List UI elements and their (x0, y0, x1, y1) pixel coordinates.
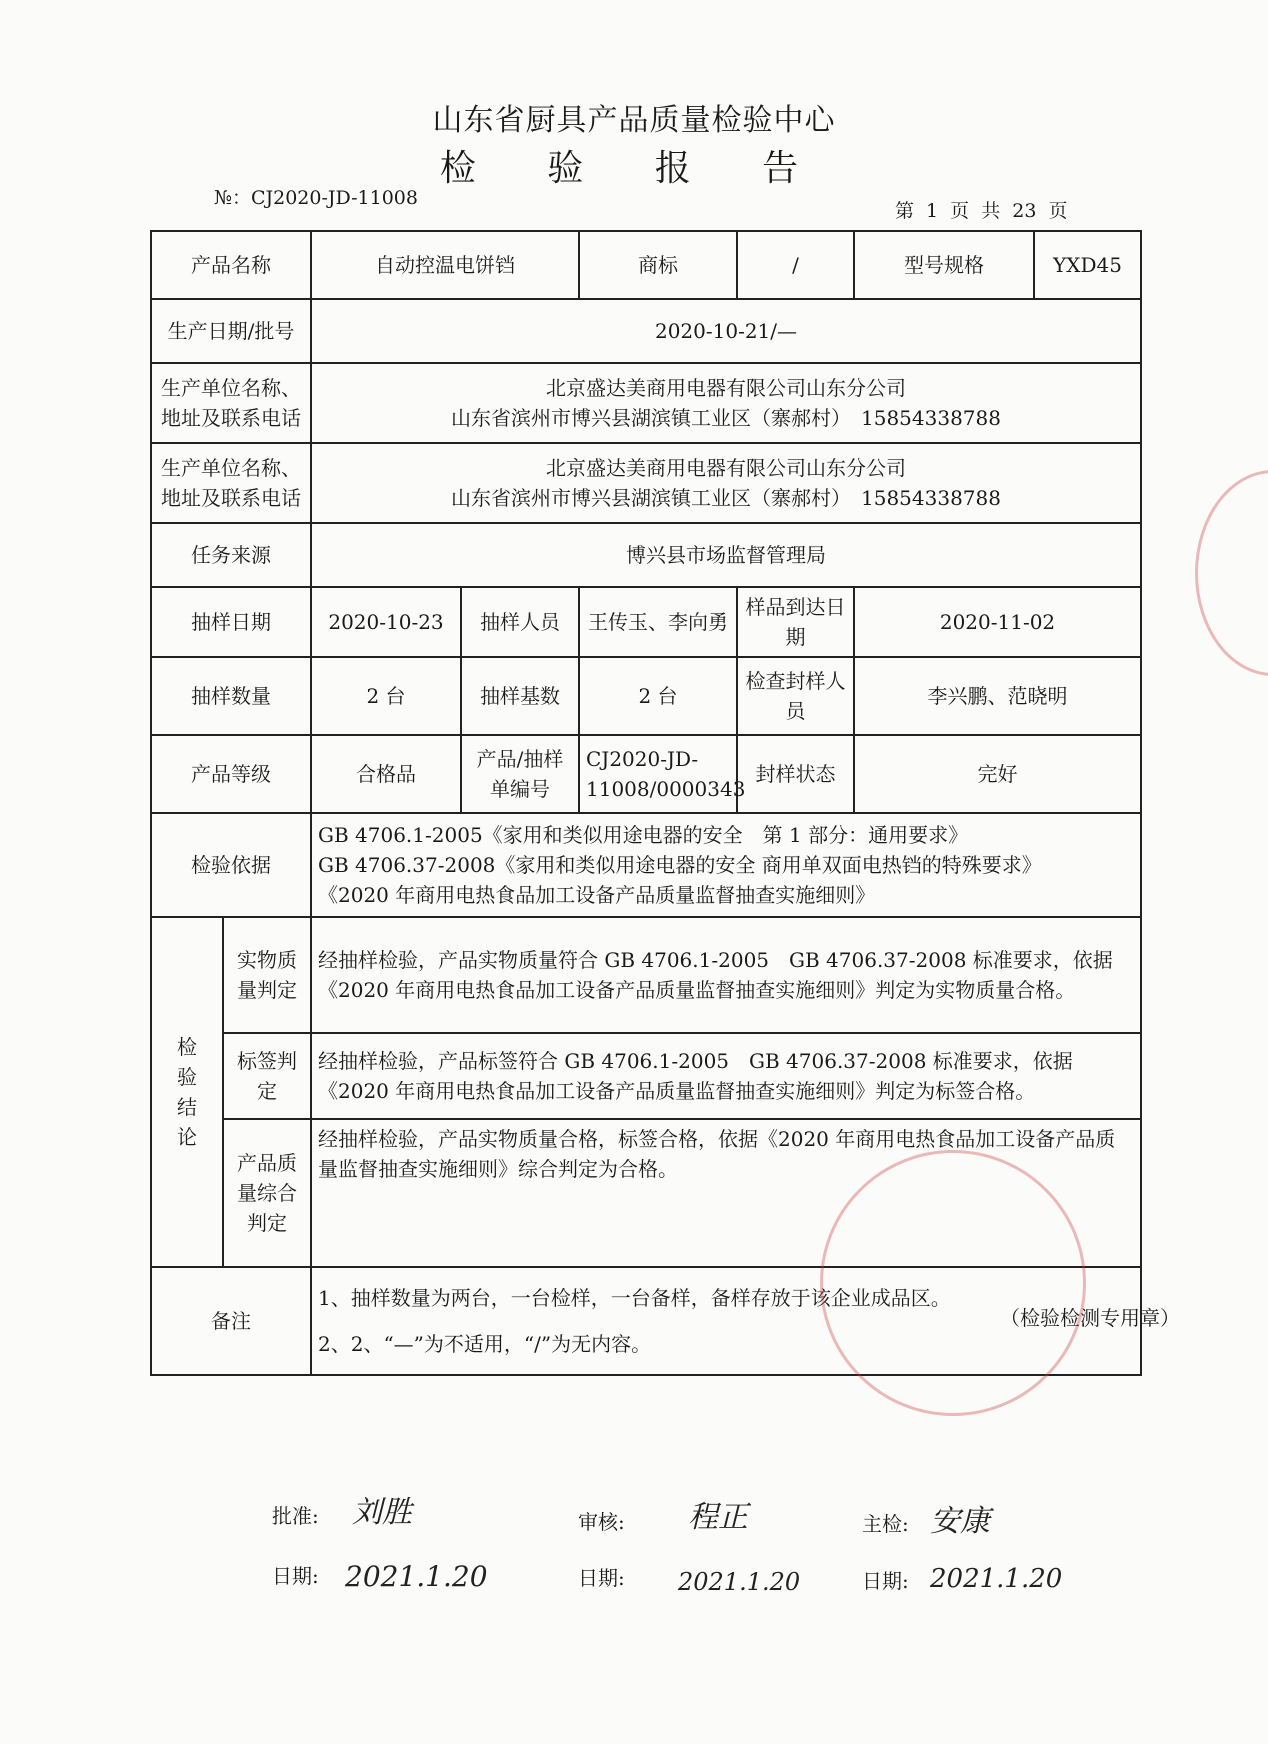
brand-label: 商标 (579, 231, 737, 299)
producer-name: 北京盛达美商用电器有限公司山东分公司 (546, 376, 906, 400)
producer-label: 生产单位名称、地址及联系电话 (151, 363, 311, 443)
sample-code: CJ2020-JD-11008/0000343 (579, 735, 737, 813)
chief-label: 主检: (862, 1512, 909, 1536)
sample-date: 2020-10-23 (311, 587, 461, 657)
production-label: 生产日期/批号 (151, 299, 311, 363)
sample-qty-label: 抽样数量 (151, 657, 311, 735)
basis-line: GB 4706.1-2005《家用和类似用途电器的安全 第 1 部分：通用要求》 (318, 823, 969, 847)
approve-date: 2021.1.20 (345, 1560, 488, 1593)
arrival-date: 2020-11-02 (854, 587, 1141, 657)
basis-label: 检验依据 (151, 813, 311, 917)
producer-info (311, 363, 1141, 443)
approve-signature: 刘胜 (352, 1495, 412, 1530)
conclusion-label (151, 917, 223, 1267)
sampler-label: 抽样人员 (461, 587, 579, 657)
chief-signature: 安康 (930, 1504, 990, 1539)
seal-person-label: 检查封样人员 (737, 657, 854, 735)
model-label: 型号规格 (854, 231, 1034, 299)
overall-text: 经抽样检验，产品实物质量合格，标签合格，依据《2020 年商用电热食品加工设备产品质量监督抽查实施细则》综合判定为合格。 (311, 1119, 1141, 1267)
date-label: 日期: (862, 1569, 909, 1593)
sample-date-label: 抽样日期 (151, 587, 311, 657)
producer2-address: 山东省滨州市博兴县湖滨镇工业区（寨郝村） 15854338788 (451, 486, 1001, 510)
product-name: 自动控温电饼铛 (311, 231, 579, 299)
edge-seal-stamp (1195, 470, 1268, 676)
producer2-name: 北京盛达美商用电器有限公司山东分公司 (546, 456, 906, 480)
model-value: YXD45 (1034, 231, 1141, 299)
date-label: 日期: (272, 1564, 319, 1588)
sample-base: 2 台 (579, 657, 737, 735)
producer2-info (311, 443, 1141, 523)
overall-label: 产品质量综合判定 (223, 1119, 311, 1267)
inspection-seal-stamp (820, 1150, 1086, 1416)
basis-line: GB 4706.37-2008《家用和类似用途电器的安全 商用单双面电热铛的特殊要求》 (318, 853, 1042, 877)
sampler-value: 王传玉、李向勇 (579, 587, 737, 657)
review-signature: 程正 (688, 1500, 748, 1535)
sample-qty: 2 台 (311, 657, 461, 735)
remark-item: 2、2、“—”为不适用，“/”为无内容。 (318, 1332, 652, 1356)
remark-item: 1、抽样数量为两台，一台检样，一台备样，备样存放于该企业成品区。 (318, 1286, 951, 1310)
arrival-label: 样品到达日期 (737, 587, 854, 657)
review-label: 审核: (578, 1510, 625, 1534)
product-name-label: 产品名称 (151, 231, 311, 299)
seal-state: 完好 (854, 735, 1141, 813)
grade-value: 合格品 (311, 735, 461, 813)
grade-label: 产品等级 (151, 735, 311, 813)
date-label: 日期: (578, 1566, 625, 1590)
approve-label: 批准: (272, 1504, 319, 1528)
org-title: 山东省厨具产品质量检验中心 (432, 103, 836, 138)
task-value: 博兴县市场监督管理局 (311, 523, 1141, 587)
basis-line: 《2020 年商用电热食品加工设备产品质量监督抽查实施细则》 (318, 883, 876, 907)
remarks-label: 备注 (151, 1267, 311, 1375)
label-judgement-label: 标签判定 (223, 1033, 311, 1119)
label-judgement-text: 经抽样检验，产品标签符合 GB 4706.1-2005 GB 4706.37-2008 标准要求，依据《2020 年商用电热食品加工设备产品质量监督抽查实施细则》判定为标签合格。 (311, 1033, 1141, 1119)
page-info: 第 1 页 共 23 页 (895, 200, 1068, 222)
doc-number: №：CJ2020-JD-11008 (214, 187, 418, 209)
physical-text: 经抽样检验，产品实物质量符合 GB 4706.1-2005 GB 4706.37-2008 标准要求，依据《2020 年商用电热食品加工设备产品质量监督抽查实施细则》判定为实物质量合格。 (311, 917, 1141, 1033)
production-value: 2020-10-21/— (311, 299, 1141, 363)
sample-code-label: 产品/抽样单编号 (461, 735, 579, 813)
seal-note: （检验检测专用章） (1000, 1306, 1180, 1330)
seal-person: 李兴鹏、范晓明 (854, 657, 1141, 735)
chief-date: 2021.1.20 (930, 1564, 1063, 1594)
conclusion-label-text: 检验结论 (177, 1035, 197, 1149)
review-date: 2021.1.20 (678, 1568, 801, 1596)
producer2-label: 生产单位名称、地址及联系电话 (151, 443, 311, 523)
sample-base-label: 抽样基数 (461, 657, 579, 735)
producer-address: 山东省滨州市博兴县湖滨镇工业区（寨郝村） 15854338788 (451, 406, 1001, 430)
basis-list (311, 813, 1141, 917)
seal-state-label: 封样状态 (737, 735, 854, 813)
doc-title: 检 验 报 告 (439, 148, 829, 189)
physical-label: 实物质量判定 (223, 917, 311, 1033)
brand-value: / (737, 231, 854, 299)
task-label: 任务来源 (151, 523, 311, 587)
